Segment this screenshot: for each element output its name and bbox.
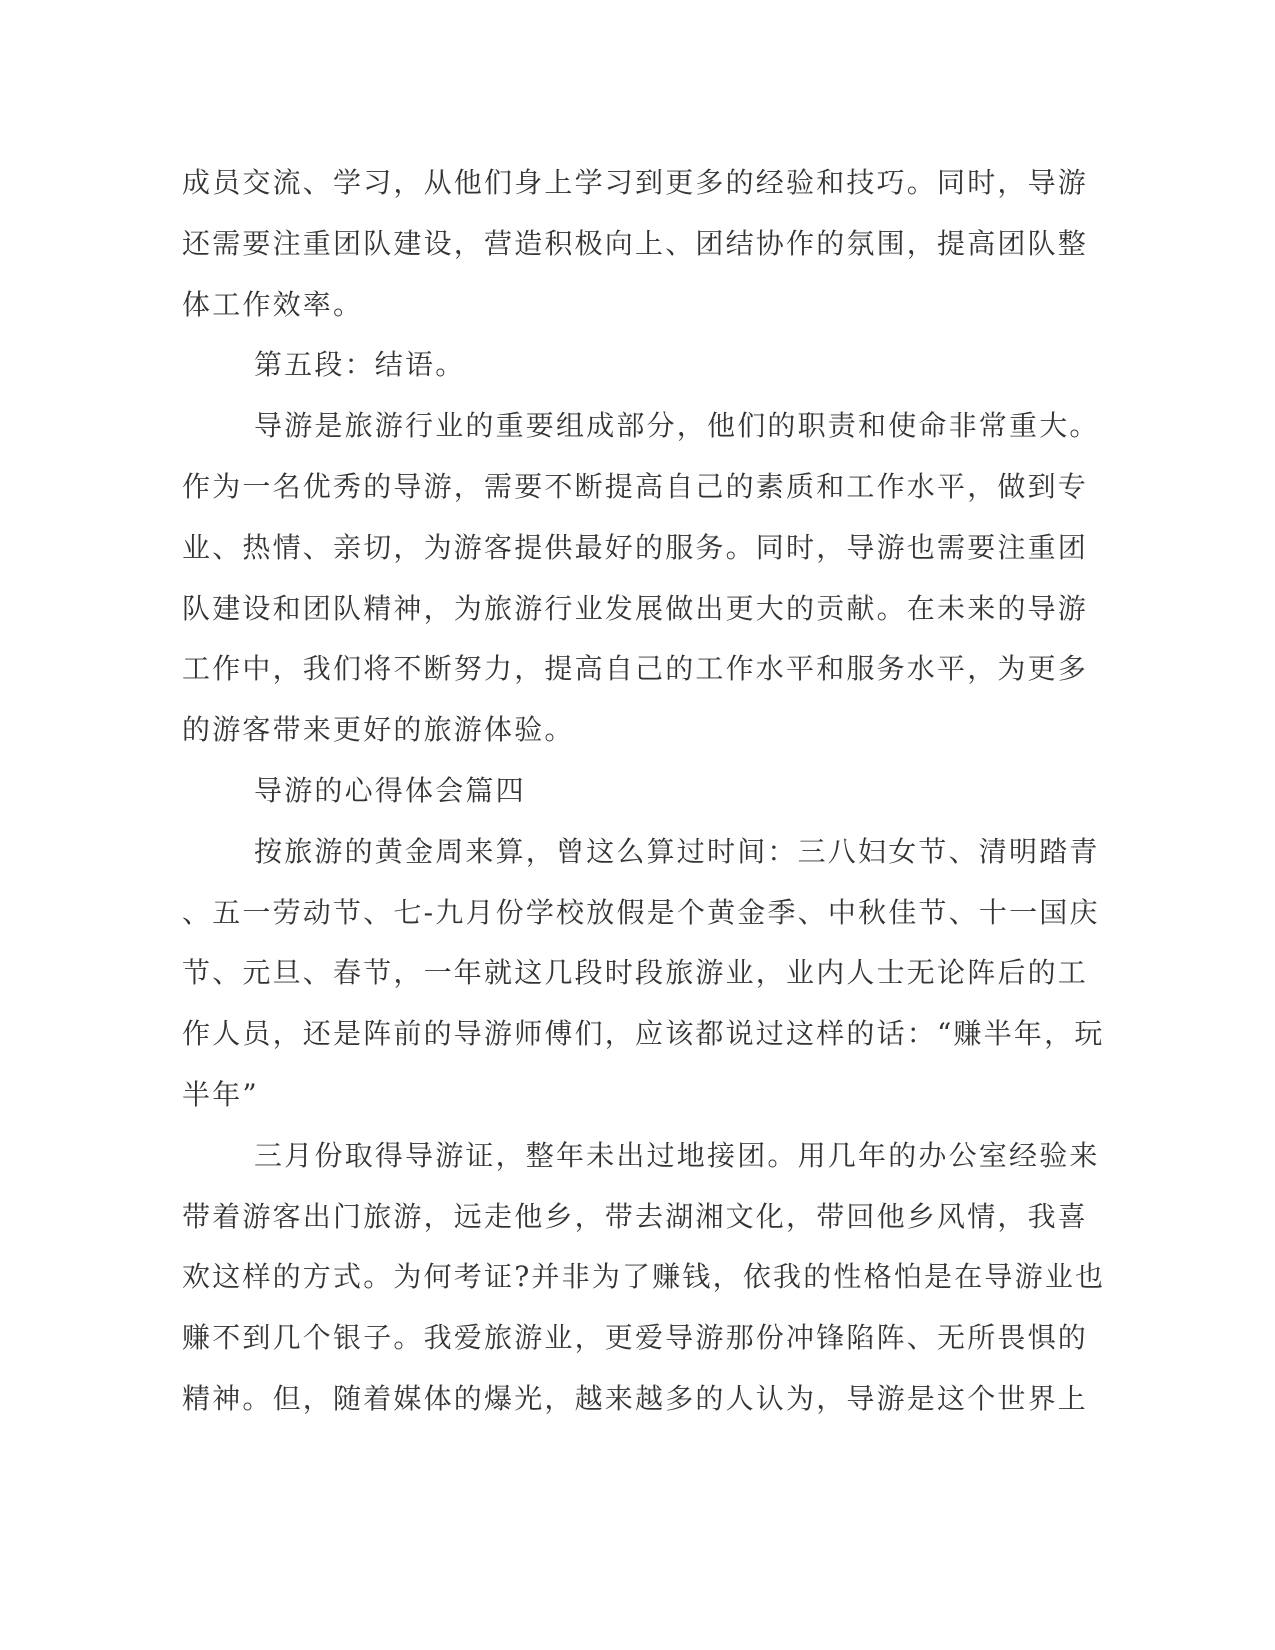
text-line: 、五一劳动节、七-九月份学校放假是个黄金季、中秋佳节、十一国庆	[182, 895, 1100, 929]
text-line: 体工作效率。	[182, 287, 364, 321]
section-heading: 第五段：结语。	[254, 348, 466, 382]
text-line: 队建设和团队精神，为旅游行业发展做出更大的贡献。在未来的导游	[182, 591, 1089, 625]
text-line: 欢这样的方式。为何考证?并非为了赚钱，依我的性格怕是在导游业也	[182, 1260, 1106, 1294]
text-line: 精神。但，随着媒体的爆光，越来越多的人认为，导游是这个世界上	[182, 1381, 1089, 1415]
text-line: 还需要注重团队建设，营造积极向上、团结协作的氛围，提高团队整	[182, 226, 1089, 260]
text-line: 半年”	[182, 1077, 259, 1111]
text-line: 的游客带来更好的旅游体验。	[182, 713, 575, 747]
text-line: 作为一名优秀的导游，需要不断提高自己的素质和工作水平，做到专	[182, 469, 1089, 503]
text-line: 业、热情、亲切，为游客提供最好的服务。同时，导游也需要注重团	[182, 530, 1089, 564]
text-line: 节、元旦、春节，一年就这几段时段旅游业，业内人士无论阵后的工	[182, 956, 1089, 990]
text-line: 赚不到几个银子。我爱旅游业，更爱导游那份冲锋陷阵、无所畏惧的	[182, 1321, 1089, 1355]
body-text	[182, 153, 1106, 1430]
text-line: 导游是旅游行业的重要组成部分，他们的职责和使命非常重大。	[254, 409, 1100, 443]
text-line: 按旅游的黄金周来算，曾这么算过时间：三八妇女节、清明踏青	[254, 834, 1100, 868]
text-line: 带着游客出门旅游，远走他乡，带去湖湘文化，带回他乡风情，我喜	[182, 1199, 1089, 1233]
text-line: 作人员，还是阵前的导游师傅们，应该都说过这样的话：“赚半年，玩	[182, 1017, 1105, 1051]
text-line: 三月份取得导游证，整年未出过地接团。用几年的办公室经验来	[254, 1138, 1100, 1172]
text-line: 成员交流、学习，从他们身上学习到更多的经验和技巧。同时，导游	[182, 166, 1089, 199]
text-line: 工作中，我们将不断努力，提高自己的工作水平和服务水平，为更多	[182, 652, 1089, 686]
chapter-title: 导游的心得体会篇四	[254, 773, 526, 807]
